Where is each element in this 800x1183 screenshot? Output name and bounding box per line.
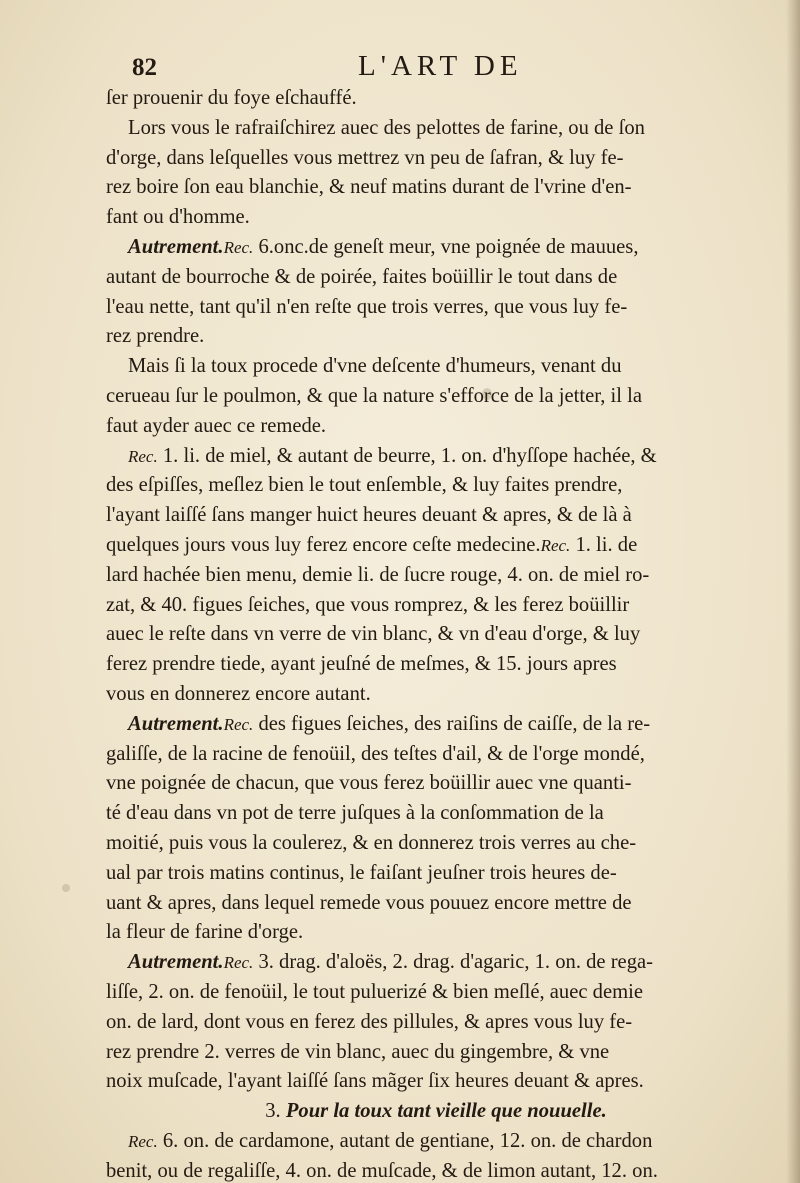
lead-word: Autrement. <box>128 951 224 974</box>
recipe-mark: Rec. <box>223 237 254 257</box>
text-line <box>106 918 766 948</box>
text-line <box>106 710 766 740</box>
line-text: cerueau ſur le poulmon, & que la nature s'efforce de la jetter, il la <box>106 384 643 407</box>
text-line <box>106 1008 766 1038</box>
line-text: l'eau nette, tant qu'il n'en reſte que trois verres, que vous luy fe- <box>106 295 628 318</box>
text-line <box>106 531 766 561</box>
text-line <box>106 829 766 859</box>
line-text: vne poignée de chacun, que vous ferez boüillir auec vne quanti- <box>106 772 632 795</box>
line-text: Lors vous le rafraiſchirez auec des pelottes de farine, ou de ſon <box>128 116 645 139</box>
text-line <box>106 173 766 203</box>
text-line <box>106 680 766 710</box>
line-text: rez prendre 2. verres de vin blanc, auec du gingembre, & vne <box>106 1040 610 1063</box>
line-text: autant de bourroche & de poirée, faites boüillir le tout dans de <box>106 265 618 288</box>
text-line <box>106 1067 766 1097</box>
text-line <box>106 382 766 412</box>
lead-word: Autrement. <box>128 235 224 258</box>
text-line <box>106 263 766 293</box>
text-line <box>106 1127 766 1157</box>
line-text: la fleur de farine d'orge. <box>106 921 304 944</box>
line-text: 3. drag. d'aloës, 2. drag. d'agaric, 1. on. de rega- <box>253 951 653 974</box>
text-line <box>106 769 766 799</box>
line-text: auec le reſte dans vn verre de vin blanc, & vn d'eau d'orge, & luy <box>106 623 641 646</box>
text-line <box>106 591 766 621</box>
line-text: benit, ou de regaliſſe, 4. on. de muſcade, & de limon autant, 12. on. <box>106 1159 658 1182</box>
line-text: liſſe, 2. on. de fenoüil, le tout puluerizé & bien meſlé, auec demie <box>106 980 643 1003</box>
line-text: ſer prouenir du foye eſchauffé. <box>106 87 357 109</box>
line-text: l'ayant laiſſé ſans manger huict heures deuant & apres, & de là à <box>106 504 632 527</box>
recipe-mark: Rec. <box>223 953 254 973</box>
line-text: galiſſe, de la racine de fenoüil, des teſtes d'ail, & de l'orge mondé, <box>106 742 645 765</box>
recipe-mark: Rec. <box>128 446 158 466</box>
section-number: 3. <box>265 1100 281 1123</box>
line-text: d'orge, dans leſquelles vous mettrez vn peu de ſafran, & luy fe- <box>106 146 624 169</box>
text-line <box>106 859 766 889</box>
text-line <box>106 1038 766 1068</box>
page-edge-shadow <box>786 0 800 1183</box>
line-text: quelques jours vous luy ferez encore ceſte medecine. <box>106 533 541 556</box>
line-text: ual par trois matins continus, le faiſant jeuſner trois heures de- <box>106 861 617 884</box>
line-text: noix muſcade, l'ayant laiſſé ſans mãger ſix heures deuant & apres. <box>106 1070 644 1093</box>
ink-blot <box>62 884 70 892</box>
body-text <box>106 84 766 1183</box>
text-line <box>106 203 766 233</box>
text-line <box>106 948 766 978</box>
recipe-mark: Rec. <box>128 1131 158 1151</box>
line-text: 1. li. de <box>570 533 638 556</box>
line-text: des eſpiſſes, meſlez bien le tout enſemble, & luy faites prendre, <box>106 474 623 497</box>
section-title: Pour la toux tant vieille que nouuelle. <box>285 1100 607 1123</box>
text-line <box>106 740 766 770</box>
line-text: lard hachée bien menu, demie li. de ſucre rouge, 4. on. de miel ro- <box>106 563 650 586</box>
line-text: uant & apres, dans lequel remede vous pouuez encore mettre de <box>106 891 632 914</box>
text-line <box>106 84 766 114</box>
text-line <box>106 471 766 501</box>
ink-blot <box>482 388 492 400</box>
page-header <box>0 50 800 86</box>
text-line <box>106 978 766 1008</box>
line-text: 6.onc.de geneſt meur, vne poignée de mauues, <box>253 235 639 258</box>
recipe-mark: Rec. <box>540 535 571 555</box>
line-text: fant ou d'homme. <box>106 206 250 229</box>
line-text: té d'eau dans vn pot de terre juſques à la conſommation de la <box>106 802 604 825</box>
text-line <box>106 144 766 174</box>
line-text: 1. li. de miel, & autant de beurre, 1. on. d'hyſſope hachée, & <box>157 444 657 467</box>
text-line <box>106 620 766 650</box>
lead-word: Autrement. <box>128 712 224 735</box>
line-text: Mais ſi la toux procede d'vne deſcente d'humeurs, venant du <box>128 355 622 378</box>
text-line <box>106 650 766 680</box>
line-text: faut ayder auec ce remede. <box>106 414 327 437</box>
line-text: moitié, puis vous la coulerez, & en donnerez trois verres au che- <box>106 831 637 854</box>
text-line <box>106 412 766 442</box>
text-line <box>106 889 766 919</box>
text-line <box>106 352 766 382</box>
line-text: on. de lard, dont vous en ferez des pillules, & apres vous luy fe- <box>106 1010 633 1033</box>
text-line <box>106 1157 766 1183</box>
text-line <box>106 293 766 323</box>
line-text: rez prendre. <box>106 325 205 348</box>
text-line <box>106 322 766 352</box>
line-text: 6. on. de cardamone, autant de gentiane, 12. on. de chardon <box>157 1129 653 1152</box>
running-title: L'ART DE <box>358 50 523 82</box>
text-line <box>106 799 766 829</box>
text-line <box>106 442 766 472</box>
text-line <box>106 561 766 591</box>
page-number: 82 <box>132 54 157 81</box>
text-line <box>106 501 766 531</box>
text-line <box>106 114 766 144</box>
line-text: zat, & 40. figues ſeiches, que vous romprez, & les ferez boüillir <box>106 593 630 616</box>
text-line <box>106 233 766 263</box>
line-text: ferez prendre tiede, ayant jeuſné de meſmes, & 15. jours apres <box>106 653 617 676</box>
line-text: rez boire ſon eau blanchie, & neuf matins durant de l'vrine d'en- <box>106 176 632 199</box>
line-text: des figues ſeiches, des raiſins de caiſſe, de la re- <box>253 712 651 735</box>
section-heading <box>106 1097 766 1127</box>
line-text: vous en donnerez encore autant. <box>106 682 371 705</box>
recipe-mark: Rec. <box>223 714 254 734</box>
